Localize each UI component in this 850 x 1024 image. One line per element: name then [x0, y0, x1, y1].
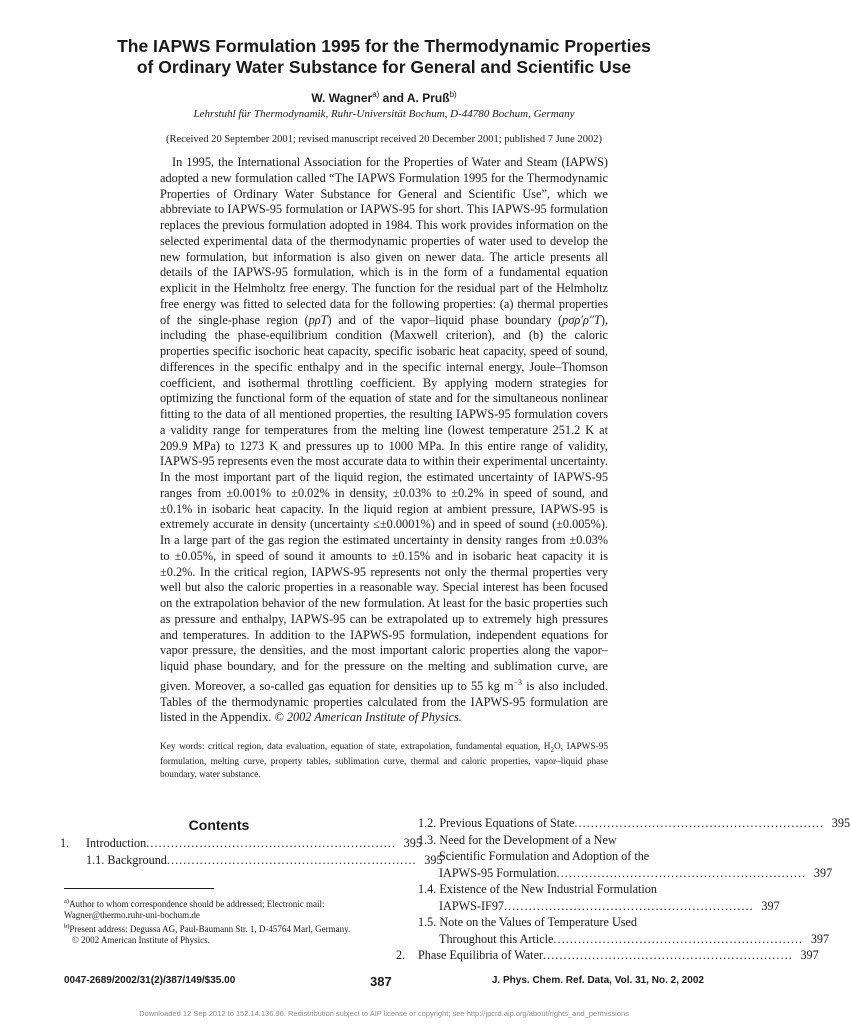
abstract-exponent: −3: [513, 677, 523, 687]
toc-leader: [146, 835, 394, 852]
title-line-1: The IAPWS Formulation 1995 for the Thermodynamic Properties: [117, 36, 651, 56]
contents-heading: Contents: [188, 817, 250, 833]
keywords-part-2: O, IAPWS-95 formulation, melting curve, property tables, sublimation curve, thermal and caloric properties, vapor–liquid phase boundary, water substance.: [160, 742, 608, 781]
toc-page: 395: [403, 836, 422, 850]
footnote-b-text: Present address: Degussa AG, Paul-Baumann Str. 1, D-45764 Marl, Germany.: [69, 924, 351, 934]
toc-leader: [543, 947, 791, 964]
toc-title: 1.4. Existence of the New Industrial Formulation: [418, 882, 657, 896]
title-line-2: of Ordinary Water Substance for General and Scientific Use: [136, 57, 632, 77]
affiliation: Lehrstuhl für Thermodynamik, Ruhr-Universität Bochum, D-44780 Bochum, Germany: [193, 108, 575, 120]
toc-entry-introduction[interactable]: [60, 835, 422, 852]
download-notice: Downloaded 12 Sep 2012 to 152.14.136.96. Redistribution subject to AIP license or copyright; see http://jpcrd.aip.org/about/rights_and_permissions: [139, 1009, 629, 1018]
footnote-a: [64, 896, 376, 921]
journal-citation: J. Phys. Chem. Ref. Data, Vol. 31, No. 2, 2002: [491, 975, 704, 986]
footnote-rule: [64, 888, 214, 889]
toc-page: 397: [761, 898, 780, 913]
toc-title: Introduction: [86, 836, 147, 850]
toc-entry-background[interactable]: [60, 852, 443, 869]
toc-title: Phase Equilibria of Water: [418, 948, 544, 962]
toc-entry-need-development[interactable]: [396, 832, 833, 882]
abstract-copyright: © 2002 American Institute of Physics.: [274, 710, 462, 725]
author-conjunction: and: [379, 91, 407, 105]
toc-title: 1.2. Previous Equations of State: [418, 816, 575, 830]
toc-leader: [167, 852, 415, 869]
keywords: [160, 741, 608, 782]
footnotes: [64, 896, 376, 946]
footnote-b: [64, 921, 376, 935]
footer-code: 0047-2689/2002/31(2)/387/149/$35.00: [64, 975, 236, 986]
toc-page: 397: [800, 948, 819, 962]
toc-entry-industrial-formulation[interactable]: [396, 881, 780, 914]
author-line: [0, 90, 768, 105]
toc-title: 1.3. Need for the Development of a New: [418, 832, 617, 847]
abstract-symbol-1: pρT: [308, 312, 328, 327]
toc-left-column: [60, 835, 443, 868]
author-1: W. Wagner: [311, 91, 373, 105]
abstract-symbol-2: pσρ′ρ″T: [562, 312, 601, 327]
toc-entry-temperature-values[interactable]: [396, 914, 830, 947]
page-number: 387: [370, 974, 392, 989]
toc-leader: [504, 898, 752, 915]
toc-title-continued: IAPWS-95 Formulation: [439, 865, 557, 880]
keywords-subscript: 2: [550, 745, 555, 754]
abstract: [160, 155, 608, 726]
footnote-a-text: Author to whom correspondence should be addressed; Electronic mail: Wagner@thermo.ruhr-uni-bochum.de: [64, 899, 325, 920]
toc-right-column: [396, 815, 850, 964]
abstract-part-3: ), including the phase-equilibrium condition (Maxwell criterion), and (b) the caloric properties specific isochoric heat capacity, specific isobaric heat capacity, speed of sound, differences in the specific enthalpy and in the specific internal energy, Joule–Thomson coefficient, and isothermal throttling coefficient. By applying modern strategies for optimizing the functional form of the equation of state and for the simultaneous nonlinear fitting to the data of all mentioned properties, the resulting IAPWS-95 formulation covers a validity range for temperatures from the melting line (lowest temperature 251.2 K at 209.9 MPa) to 1273 K and pressures up to 1000 MPa. In this entire range of validity, IAPWS-95 represents even the most accurate data to within their experimental uncertainty. In the most important part of the liquid region, the estimated uncertainty of IAPWS-95 ranges from ±0.001% to ±0.02% in density, ±0.03% to ±0.2% in speed of sound, and ±0.1% in isobaric heat capacity. In the liquid region at ambient pressure, IAPWS-95 is extremely accurate in density (uncertainty ≤±0.0001%) and in speed of sound (±0.005%). In a large part of the gas region the estimated uncertainty in density ranges from ±0.03% to ±0.05%, in speed of sound it amounts to ±0.15% and in isobaric heat capacity it is ±0.2%. In the critical region, IAPWS-95 represents not only the thermal properties very well but also the caloric properties in a reasonable way. Special interest has been focused on the extrapolation behavior of the new formulation. At least for the basic properties such as pressure and enthalpy, IAPWS-95 can be extrapolated up to extremely high pressures and temperatures. In addition to the IAPWS-95 formulation, independent equations for vapor pressure, the densities, and the most important caloric properties along the vapor–liquid phase boundary, and for the pressure on the melting and sublimation curve, are given. Moreover, a so-called gas equation for densities up to 55 kg m: [160, 312, 609, 693]
toc-entry-phase-equilibria[interactable]: [396, 947, 819, 964]
toc-title-continued: Scientific Formulation and Adoption of the: [439, 849, 650, 863]
abstract-part-2: ) and of the vapor–liquid phase boundary (: [327, 312, 563, 327]
toc-leader: [556, 865, 804, 882]
toc-number: 1.: [60, 836, 70, 850]
toc-title: 1.5. Note on the Values of Temperature Used: [418, 915, 638, 929]
toc-page: 395: [831, 816, 850, 830]
toc-title-continued: IAPWS-IF97: [439, 898, 505, 913]
abstract-part-1: In 1995, the International Association for the Properties of Water and Steam (IAPWS) adopted a new formulation called “The IAPWS Formulation 1995 for the Thermodynamic Properties of Ordinary Water Substance for General and Scientific Use”, which we abbreviate to IAPWS-95 formulation or IAPWS-95 for short. This IAPWS-95 formulation replaces the previous formulation adopted in 1984. This work provides information on the selected experimental data of the thermodynamic properties of water used to develop the new formulation, but information is also given on newer data. The article presents all details of the IAPWS-95 formulation, which is in the form of a fundamental equation explicit in the Helmholtz free energy. The function for the residual part of the Helmholtz free energy was fitted to selected data for the following properties: (a) thermal properties of the single-phase region (: [160, 155, 608, 327]
author-2: A. Pruß: [406, 91, 450, 105]
author-1-mark: a): [372, 90, 380, 99]
toc-number: 2.: [396, 948, 406, 962]
toc-leader: [574, 815, 822, 832]
toc-entry-previous-equations[interactable]: [396, 815, 850, 832]
received-dates: (Received 20 September 2001; revised manuscript received 20 December 2001; published 7 June 2002): [166, 134, 602, 145]
paper-title: [60, 36, 708, 78]
toc-title-continued: Throughout this Article: [439, 931, 554, 946]
toc-page: 397: [810, 931, 830, 946]
toc-leader: [553, 931, 801, 948]
toc-page: 397: [813, 865, 833, 880]
footnote-b-mark: b): [64, 923, 70, 930]
toc-title: 1.1. Background: [86, 852, 167, 867]
toc-page: 395: [424, 852, 443, 867]
footnote-copyright: © 2002 American Institute of Physics.: [72, 935, 210, 945]
footnote-a-mark: a): [64, 898, 70, 905]
author-2-mark: b): [449, 90, 457, 99]
keywords-part-1: Key words: critical region, data evaluation, equation of state, extrapolation, fundamental equation, H: [160, 742, 551, 752]
abstract-part-4: is also included. Tables of the thermodynamic properties calculated from the IAPWS-95 formulation are listed in the Appendix.: [160, 678, 608, 725]
